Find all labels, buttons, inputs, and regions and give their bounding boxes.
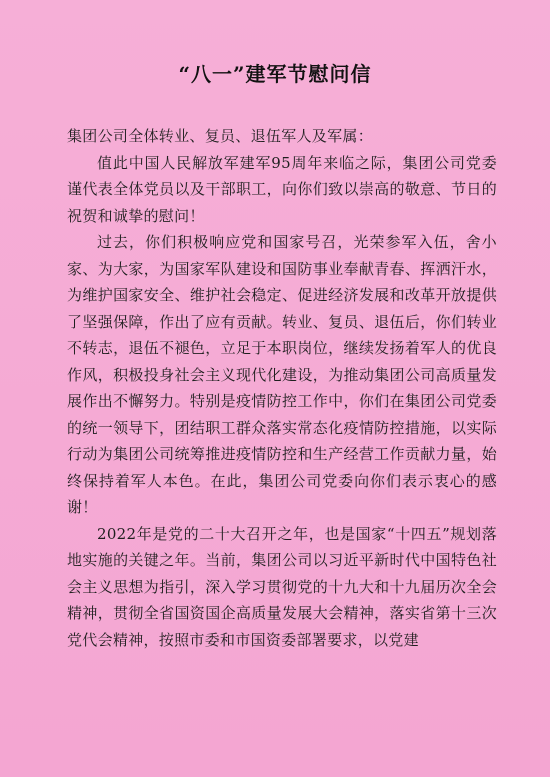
paragraph-contribution: 过去，你们积极响应党和国家号召，光荣参军入伍，舍小家、为大家，为国家军队建设和国防事业奉献青春、挥洒汗水，为维护国家安全、维护社会稳定、促进经济发展和改革开放提供了坚强保障，作出了应有贡献。转业、复员、退伍后，你们转业不转志，退伍不褪色，立足于本职岗位，继续发扬着军人的优良作风，积极投身社会主义现代化建设，为推动集团公司高质量发展作出不懈努力。特别是疫情防控工作中，你们在集团公司党委的统一领导下，团结职工群众落实常态化疫情防控措施，以实际行动为集团公司统筹推进疫情防控和生产经营工作贡献力量，始终保持着军人本色。在此，集团公司党委向你们表示衷心的感谢！ [67, 233, 497, 516]
paragraph-greeting: 值此中国人民解放军建军95周年来临之际，集团公司党委谨代表全体党员以及干部职工，向你们致以崇高的敬意、节日的祝贺和诚挚的慰问！ [67, 153, 497, 225]
letter-body [67, 123, 497, 653]
letter-salutation: 集团公司全体转业、复员、退伍军人及军属： [67, 127, 374, 145]
paragraph-2022-outlook: 2022年是党的二十大召开之年，也是国家“十四五”规划落地实施的关键之年。当前，集团公司以习近平新时代中国特色社会主义思想为指引，深入学习贯彻党的十九大和十九届历次全会精神，贯彻全省国资国企高质量发展大会精神，落实省第十三次党代会精神，按照市委和市国资委部署要求，以党建 [67, 524, 497, 649]
letter-title: “八一”建军节慰问信 [178, 62, 372, 86]
